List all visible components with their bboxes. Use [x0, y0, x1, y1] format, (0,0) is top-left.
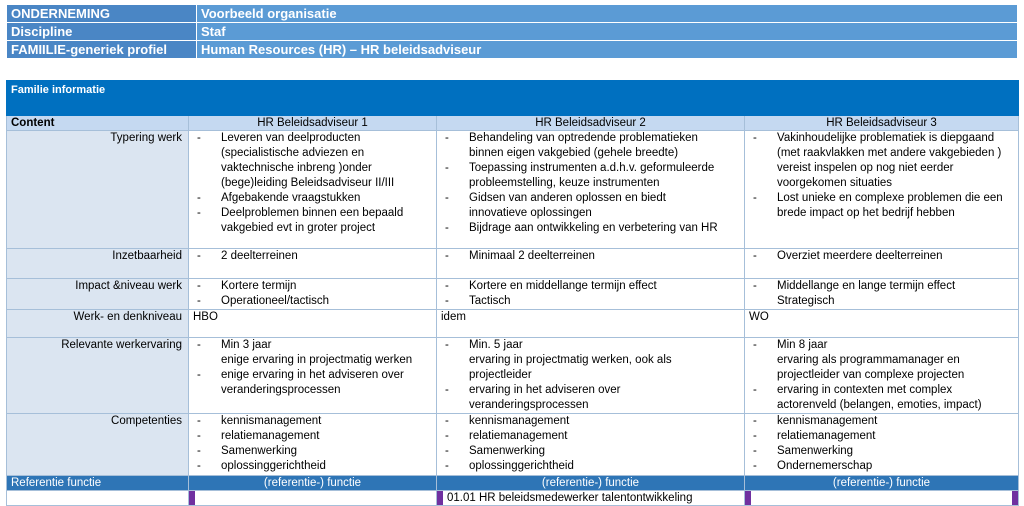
cell-niveau-1: HBO: [189, 310, 437, 338]
header-key: Discipline: [7, 23, 197, 41]
header-row-onderneming: [7, 5, 1018, 23]
row-label: Competenties: [7, 414, 189, 476]
cell-inzet-3: [745, 249, 1019, 279]
row-competenties: [7, 414, 1019, 476]
cell-inzet-2: [437, 249, 745, 279]
list-item: - Deelproblemen binnen een bepaald: [193, 206, 432, 221]
list-item: - Samenwerking: [441, 444, 740, 459]
list-item: enige ervaring in projectmatig werken: [221, 354, 413, 366]
list-item: - Operationeel/tactisch: [193, 294, 432, 309]
cell-typering-2: [437, 131, 745, 249]
list-item: innovatieve oplossingen: [469, 207, 592, 219]
list-item: - Middellange en lange termijn effect: [749, 279, 1014, 294]
list-item: - relatiemanagement: [749, 429, 1014, 444]
list-item: vakgebied evt in groter project: [221, 222, 376, 234]
header-key: FAMIILIE-generiek profiel: [7, 41, 197, 59]
list-item: - oplossinggerichtheid: [193, 459, 432, 474]
row-inzetbaarheid: [7, 249, 1019, 279]
list-item: - ervaring in het adviseren over: [441, 383, 740, 398]
list-item: - Min. 5 jaar: [441, 338, 740, 353]
row-referentie-values: [7, 491, 1019, 506]
column-header-3: HR Beleidsadviseur 3: [745, 116, 1019, 131]
table-title: Familie informatie: [7, 81, 1019, 116]
list-item: - Afgebakende vraagstukken: [193, 191, 432, 206]
list-item: binnen eigen vakgebied (gehele breedte): [469, 147, 679, 159]
cell-ervaring-1: [189, 338, 437, 414]
list-item: voorgekomen situaties: [777, 177, 893, 189]
cell-referentie-1: (referentie-) functie: [189, 476, 437, 491]
cell-niveau-3: WO: [745, 310, 1019, 338]
list-item: - Behandeling van optredende problematieken: [441, 131, 740, 146]
list-item: (met raakvlakken met andere vakgebieden ): [777, 147, 1002, 159]
list-item: ervaring in projectmatig werken, ook als: [469, 354, 672, 366]
list-item: - Samenwerking: [193, 444, 432, 459]
list-item: - Min 8 jaar: [749, 338, 1014, 353]
purple-marker: [745, 491, 751, 505]
list-item: - kennismanagement: [441, 414, 740, 429]
purple-marker: [437, 491, 443, 505]
list-item: - relatiemanagement: [193, 429, 432, 444]
cell-impact-1: [189, 279, 437, 310]
cell-ref-value-1: [189, 491, 437, 506]
row-label: Relevante werkervaring: [7, 338, 189, 414]
cell-ervaring-3: [745, 338, 1019, 414]
cell-impact-2: [437, 279, 745, 310]
cell-referentie-3: (referentie-) functie: [745, 476, 1019, 491]
list-item: - Gidsen van anderen oplossen en biedt: [441, 191, 740, 206]
cell-ervaring-2: [437, 338, 745, 414]
list-item: - kennismanagement: [193, 414, 432, 429]
row-label: Referentie functie: [7, 476, 189, 491]
list-item: vaktechnische inbreng )onder: [221, 162, 372, 174]
cell-typering-1: [189, 131, 437, 249]
row-referentie: [7, 476, 1019, 491]
header-key: ONDERNEMING: [7, 5, 197, 23]
empty-cell: [7, 491, 189, 506]
list-item: - Minimaal 2 deelterreinen: [441, 249, 740, 264]
cell-ref-value-2: [437, 491, 745, 506]
list-item: - enige ervaring in het adviseren over: [193, 368, 432, 383]
column-header-row: [7, 116, 1019, 131]
header-value: Voorbeeld organisatie: [197, 5, 1018, 23]
list-item: ervaring als programmamanager en: [777, 354, 960, 366]
list-item: - ervaring in contexten met complex: [749, 383, 1014, 398]
list-item: actorenveld (belangen, emoties, impact): [777, 399, 982, 411]
cell-referentie-2: (referentie-) functie: [437, 476, 745, 491]
list-item: vereist inspelen op nog niet eerder: [777, 162, 954, 174]
purple-marker: [1012, 491, 1018, 505]
list-item: - Min 3 jaar: [193, 338, 432, 353]
cell-impact-3: [745, 279, 1019, 310]
list-item: - 2 deelterreinen: [193, 249, 432, 264]
list-item: veranderingsprocessen: [469, 399, 589, 411]
cell-typering-3: [745, 131, 1019, 249]
cell-competenties-3: [745, 414, 1019, 476]
header-value: Staf: [197, 23, 1018, 41]
family-info-table: [6, 80, 1019, 506]
list-item: - Bijdrage aan ontwikkeling en verbetering van HR: [441, 221, 740, 236]
list-item: veranderingsprocessen: [221, 384, 341, 396]
list-item: - Lost unieke en complexe problemen die een: [749, 191, 1014, 206]
list-item: - oplossinggerichtheid: [441, 459, 740, 474]
list-item: projectleider van complexe projecten: [777, 369, 965, 381]
content-label: Content: [7, 116, 189, 131]
list-item: - Kortere en middellange termijn effect: [441, 279, 740, 294]
header-table: [6, 4, 1018, 59]
list-item: (specialistische adviezen en: [221, 147, 365, 159]
list-item: projectleider: [469, 369, 532, 381]
list-item: (bege)leiding Beleidsadviseur II/III: [221, 177, 395, 189]
row-label: Impact &niveau werk: [7, 279, 189, 310]
purple-marker: [189, 491, 195, 505]
list-item: - Vakinhoudelijke problematiek is diepgaand: [749, 131, 1014, 146]
list-item: - Samenwerking: [749, 444, 1014, 459]
row-label: Typering werk: [7, 131, 189, 249]
list-item: Strategisch: [777, 295, 835, 307]
list-item: brede impact op het bedrijf hebben: [777, 207, 955, 219]
cell-competenties-2: [437, 414, 745, 476]
list-item: - Overziet meerdere deelterreinen: [749, 249, 1014, 264]
cell-inzet-1: [189, 249, 437, 279]
list-item: - Toepassing instrumenten a.d.h.v. geformuleerde: [441, 161, 740, 176]
row-werkervaring: [7, 338, 1019, 414]
row-label: Inzetbaarheid: [7, 249, 189, 279]
row-impact: [7, 279, 1019, 310]
row-typering-werk: [7, 131, 1019, 249]
list-item: - Leveren van deelproducten: [193, 131, 432, 146]
header-value: Human Resources (HR) – HR beleidsadviseur: [197, 41, 1018, 59]
list-item: - Ondernemerschap: [749, 459, 1014, 474]
list-item: - kennismanagement: [749, 414, 1014, 429]
cell-ref-value-3: [745, 491, 1019, 506]
row-label: Werk- en denkniveau: [7, 310, 189, 338]
table-title-row: [7, 81, 1019, 116]
list-item: - Tactisch: [441, 294, 740, 309]
column-header-2: HR Beleidsadviseur 2: [437, 116, 745, 131]
cell-competenties-1: [189, 414, 437, 476]
list-item: - relatiemanagement: [441, 429, 740, 444]
header-row-profiel: [7, 41, 1018, 59]
header-row-discipline: [7, 23, 1018, 41]
row-niveau: [7, 310, 1019, 338]
ref-value-text: 01.01 HR beleidsmedewerker talentontwikkeling: [447, 492, 693, 504]
cell-niveau-2: idem: [437, 310, 745, 338]
column-header-1: HR Beleidsadviseur 1: [189, 116, 437, 131]
list-item: probleemstelling, keuze instrumenten: [469, 177, 660, 189]
list-item: - Kortere termijn: [193, 279, 432, 294]
